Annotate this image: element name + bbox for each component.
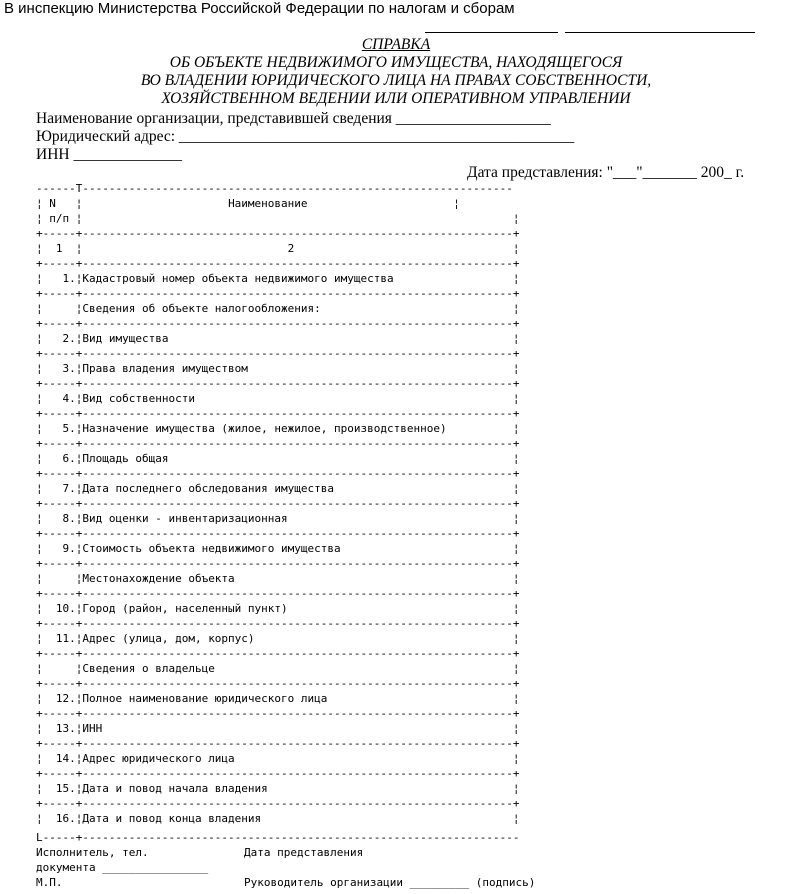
row-number: 7. (62, 482, 76, 495)
row-number: 13. (55, 722, 76, 735)
table-row: ¦ 12.¦Полное наименование юридического лица ¦ (36, 692, 520, 705)
doc-subtitle (0, 72, 792, 90)
table-divider: +-----+-----------------------------------------------------------------+ (36, 617, 520, 630)
row-number: 12. (55, 692, 76, 705)
executor-label: Исполнитель, тел. (36, 846, 149, 859)
doc-subtitle (0, 54, 792, 72)
table-header-row-1: ¦ N ¦ Наименование ¦ (36, 197, 460, 210)
row-number: 10. (55, 602, 76, 615)
table-row: ¦ 11.¦Адрес (улица, дом, корпус) ¦ (36, 632, 520, 645)
row-name: Сведения о владельце (82, 662, 215, 675)
row-name: Сведения об объекте налогообложения: (82, 302, 321, 315)
row-name: Вид имущества (82, 332, 169, 345)
row-name: Вид оценки - инвентаризационная (82, 512, 288, 525)
row-number: 6. (62, 452, 76, 465)
header-name-label: Наименование (228, 197, 308, 210)
table-divider: +-----+-----------------------------------------------------------------+ (36, 707, 520, 720)
table-row: ¦ 5.¦Назначение имущества (жилое, нежилое, производственное) ¦ (36, 422, 520, 435)
row-name: Дата и повод начала владения (82, 782, 268, 795)
row-name: Площадь общая (82, 452, 169, 465)
table-row: ¦ 2.¦Вид имущества ¦ (36, 332, 520, 345)
table-row: ¦ 13.¦ИНН ¦ (36, 722, 520, 735)
row-name: Кадастровый номер объекта недвижимого имущества (82, 272, 394, 285)
table-divider: +-----+-----------------------------------------------------------------+ (36, 377, 520, 390)
table-row: ¦ 7.¦Дата последнего обследования имущества ¦ (36, 482, 520, 495)
table-row: ¦ 15.¦Дата и повод начала владения ¦ (36, 782, 520, 795)
row-number: 1. (62, 272, 76, 285)
table-border-bottom: L-----+------------------------------------------------------------------ (36, 831, 520, 844)
row-name: Вид собственности (82, 392, 195, 405)
col-number-1: 1 (55, 242, 63, 255)
row-name: Права владения имуществом (82, 362, 248, 375)
addressee-line: В инспекцию Министерства Российской Федерации по налогам и сборам (4, 0, 515, 17)
inn-field: ИНН ______________ (36, 146, 182, 163)
table-divider: +-----+-----------------------------------------------------------------+ (36, 227, 520, 240)
table-divider: +-----+-----------------------------------------------------------------+ (36, 437, 520, 450)
row-name: Адрес юридического лица (82, 752, 235, 765)
row-name: Полное наименование юридического лица (82, 692, 328, 705)
row-name: Назначение имущества (жилое, нежилое, производственное) (82, 422, 447, 435)
col-number-2: 2 (287, 242, 295, 255)
table-divider: +-----+-----------------------------------------------------------------+ (36, 467, 520, 480)
header-num-label: N (49, 197, 56, 210)
row-name: Адрес (улица, дом, корпус) (82, 632, 255, 645)
doc-subtitle (0, 90, 792, 108)
row-number: 16. (55, 812, 76, 825)
stamp-label: М.П. (36, 876, 63, 889)
row-name: Дата и повод конца владения (82, 812, 262, 825)
title-line-1: СПРАВКА (361, 36, 431, 53)
table-row: ¦ 6.¦Площадь общая ¦ (36, 452, 520, 465)
row-number: 5. (62, 422, 76, 435)
table-row: ¦ 8.¦Вид оценки - инвентаризационная ¦ (36, 512, 520, 525)
footer-date-label: Дата представления (244, 846, 364, 859)
org-name-field: Наименование организации, представившей сведения ____________________ (36, 110, 551, 127)
table-row: ¦ ¦Сведения о владельце ¦ (36, 662, 520, 675)
head-signature-label: Руководитель организации _________ (подпись) (244, 876, 536, 889)
table-row: ¦ 14.¦Адрес юридического лица ¦ (36, 752, 520, 765)
row-name: Дата последнего обследования имущества (82, 482, 335, 495)
submission-date-field: Дата представления: "___"_______ 200_ г. (467, 164, 745, 181)
table-divider: +-----+-----------------------------------------------------------------+ (36, 317, 520, 330)
table-row: ¦ 16.¦Дата и повод конца владения ¦ (36, 812, 520, 825)
table-column-numbers: ¦ 1 ¦ 2 ¦ (36, 242, 520, 255)
row-number: 11. (55, 632, 76, 645)
table-row: ¦ 9.¦Стоимость объекта недвижимого имущества ¦ (36, 542, 520, 555)
table-divider: +-----+-----------------------------------------------------------------+ (36, 557, 520, 570)
table-divider: +-----+-----------------------------------------------------------------+ (36, 647, 520, 660)
table-row: ¦ 4.¦Вид собственности ¦ (36, 392, 520, 405)
row-name: Город (район, населенный пункт) (82, 602, 288, 615)
table-border-top: ------T----------------------------------------------------------------- (36, 182, 513, 195)
title-line-4: ХОЗЯЙСТВЕННОМ ВЕДЕНИИ ИЛИ ОПЕРАТИВНОМ УПРАВЛЕНИИ (161, 90, 631, 107)
document-label: документа ________________ (36, 861, 209, 874)
table-divider: +-----+-----------------------------------------------------------------+ (36, 407, 520, 420)
row-number: 15. (55, 782, 76, 795)
table-row: ¦ ¦Местонахождение объекта ¦ (36, 572, 520, 585)
doc-title (0, 36, 792, 54)
table-divider: +-----+-----------------------------------------------------------------+ (36, 287, 520, 300)
table-row: ¦ 10.¦Город (район, населенный пункт) ¦ (36, 602, 520, 615)
title-line-3: ВО ВЛАДЕНИИ ЮРИДИЧЕСКОГО ЛИЦА НА ПРАВАХ СОБСТВЕННОСТИ, (140, 72, 652, 89)
table-divider: +-----+-----------------------------------------------------------------+ (36, 527, 520, 540)
table-divider: +-----+-----------------------------------------------------------------+ (36, 347, 520, 360)
table-divider: +-----+-----------------------------------------------------------------+ (36, 677, 520, 690)
table-divider: +-----+-----------------------------------------------------------------+ (36, 257, 520, 270)
row-number: 4. (62, 392, 76, 405)
signature-line-right (565, 18, 755, 33)
table-row: ¦ 1.¦Кадастровый номер объекта недвижимого имущества ¦ (36, 272, 520, 285)
header-num-label-2: п/п (49, 212, 70, 225)
table-divider: +-----+-----------------------------------------------------------------+ (36, 797, 520, 810)
row-number: 9. (62, 542, 76, 555)
row-number: 8. (62, 512, 76, 525)
table-row: ¦ ¦Сведения об объекте налогообложения: ¦ (36, 302, 520, 315)
row-number: 14. (55, 752, 76, 765)
table-header-row-2: ¦ п/п ¦ ¦ (36, 212, 520, 225)
table-divider: +-----+-----------------------------------------------------------------+ (36, 737, 520, 750)
title-line-2: ОБ ОБЪЕКТЕ НЕДВИЖИМОГО ИМУЩЕСТВА, НАХОДЯЩЕГОСЯ (169, 54, 623, 71)
row-number: 2. (62, 332, 76, 345)
row-name: Местонахождение объекта (82, 572, 235, 585)
row-name: ИНН (82, 722, 103, 735)
table-divider: +-----+-----------------------------------------------------------------+ (36, 767, 520, 780)
signature-line-left (425, 18, 558, 33)
row-name: Стоимость объекта недвижимого имущества (82, 542, 341, 555)
table-row: ¦ 3.¦Права владения имуществом ¦ (36, 362, 520, 375)
legal-address-field: Юридический адрес: ___________________________________________________ (36, 128, 575, 145)
table-divider: +-----+-----------------------------------------------------------------+ (36, 497, 520, 510)
row-number: 3. (62, 362, 76, 375)
table-divider: +-----+-----------------------------------------------------------------+ (36, 587, 520, 600)
